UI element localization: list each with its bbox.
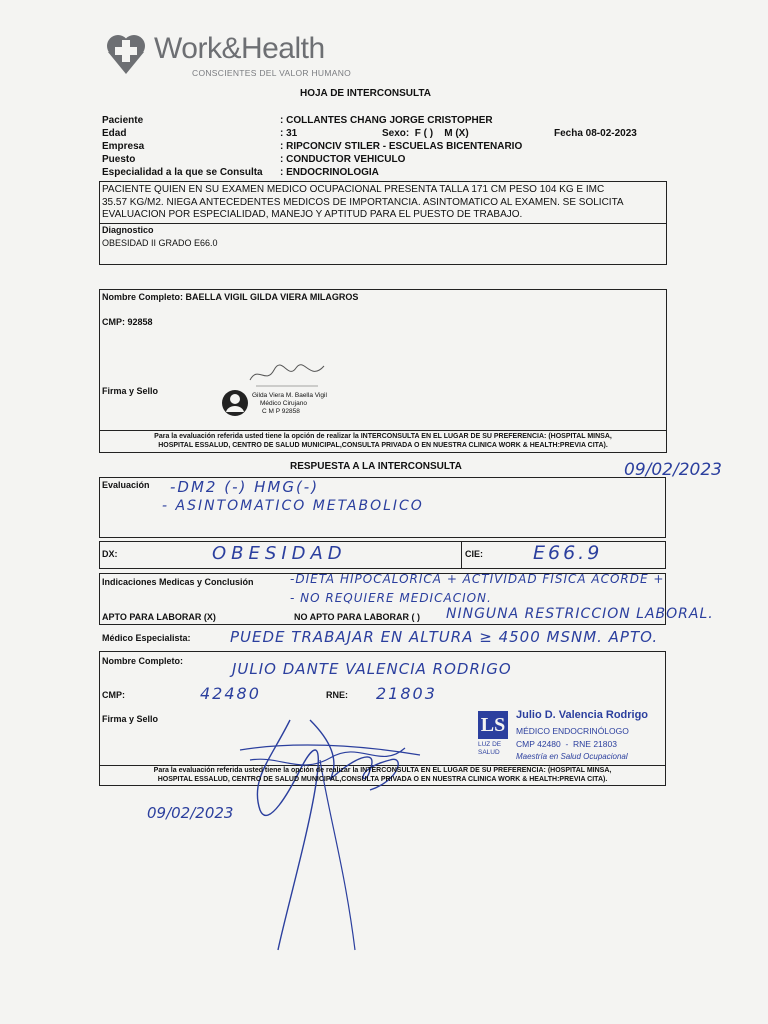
- evaluacion-label: Evaluación: [102, 480, 150, 490]
- ls-logo-letters: LS: [480, 714, 506, 736]
- specialist-cmp-hand: 42480: [200, 684, 261, 703]
- restriccion-hand: NINGUNA RESTRICCION LABORAL.: [446, 606, 714, 622]
- specialist-note-2: HOSPITAL ESSALUD, CENTRO DE SALUD MUNICIPAL,CONSULTA PRIVADA O EN NUESTRA CLINICA WORK & HEALTH:PREVIA CITA).: [157, 776, 608, 783]
- logo-brand: Work&Health: [154, 32, 325, 65]
- company-logo: [100, 30, 370, 82]
- puesto-label: Puesto: [102, 154, 136, 165]
- referring-signature: [248, 360, 328, 390]
- motivo-divider: [99, 223, 667, 224]
- referring-nombre: Nombre Completo: BAELLA VIGIL GILDA VIERA MILAGROS: [102, 292, 359, 302]
- medico-hand: PUEDE TRABAJAR EN ALTURA ≥ 4500 MSNM. APTO.: [230, 628, 659, 646]
- referring-box: [99, 289, 667, 453]
- referring-stamp-line-2: Médico Cirujano: [260, 400, 307, 407]
- document-title: HOJA DE INTERCONSULTA: [300, 88, 431, 99]
- specialist-nombre-hand: JULIO DANTE VALENCIA RODRIGO: [232, 660, 512, 678]
- diagnostico-value: OBESIDAD II GRADO E66.0: [102, 238, 218, 248]
- sexo-text: Sexo: F ( ) M (X): [382, 128, 469, 139]
- apto-label: APTO PARA LABORAR (X): [102, 612, 216, 622]
- empresa-label: Empresa: [102, 141, 145, 152]
- empresa-value: : RIPCONCIV STILER - ESCUELAS BICENTENARIO: [280, 141, 523, 152]
- respuesta-date-handwritten: 09/02/2023: [624, 460, 722, 480]
- ls-logo-sub: LUZ DE SALUD: [478, 741, 502, 756]
- referring-divider: [99, 430, 667, 431]
- indicaciones-line-1: -DIETA HIPOCALORICA + ACTIVIDAD FISICA ACORDE +: [290, 572, 665, 586]
- no-apto-label: NO APTO PARA LABORAR ( ): [294, 612, 420, 622]
- logo-heart-icon: [102, 32, 150, 76]
- fecha-text: Fecha 08-02-2023: [554, 128, 637, 139]
- diagnostico-label: Diagnostico: [102, 225, 154, 235]
- specialist-rne-hand: 21803: [376, 684, 437, 703]
- dx-value: OBESIDAD: [212, 543, 347, 564]
- specialist-stamp: [474, 707, 664, 767]
- referring-firma-label: Firma y Sello: [102, 386, 159, 396]
- specialist-note-1: Para la evaluación referida usted tiene la opción de realizar la INTERCONSULTA EN EL LUGAR DE SU PREFERENCIA: (HOSPITAL MINSA,: [153, 767, 612, 774]
- paciente-label: Paciente: [102, 115, 144, 126]
- dx-cie-divider: [461, 541, 462, 569]
- motivo-line-3: EVALUACION POR ESPECIALIDAD, MANEJO Y APTITUD PARA EL PUESTO DE TRABAJO.: [102, 209, 523, 220]
- specialist-cmp-label: CMP:: [102, 690, 125, 700]
- edad-value: : 31: [280, 128, 298, 139]
- referring-stamp-line-3: C M P 92858: [262, 408, 300, 415]
- puesto-value: : CONDUCTOR VEHICULO: [280, 154, 406, 165]
- evaluacion-line-2: - ASINTOMATICO METABOLICO: [162, 498, 424, 514]
- referring-note-2: HOSPITAL ESSALUD, CENTRO DE SALUD MUNICIPAL,CONSULTA PRIVADA O EN NUESTRA CLINICA WORK & HEALTH:PREVIA CITA).: [158, 442, 608, 449]
- indicaciones-line-2: - NO REQUIERE MEDICACION.: [290, 591, 492, 605]
- respuesta-title: RESPUESTA A LA INTERCONSULTA: [290, 461, 462, 472]
- evaluacion-line-1: -DM2 (-) HMG(-): [170, 478, 320, 496]
- dx-label: DX:: [102, 549, 118, 559]
- stamp-extra: Maestría en Salud Ocupacional: [516, 752, 628, 761]
- specialist-firma-label: Firma y Sello: [102, 714, 159, 724]
- cie-value: E66.9: [533, 542, 603, 564]
- specialist-rne-label: RNE:: [326, 690, 348, 700]
- motivo-line-1: PACIENTE QUIEN EN SU EXAMEN MEDICO OCUPACIONAL PRESENTA TALLA 171 CM PESO 104 KG E IMC: [102, 184, 605, 195]
- referring-stamp-line-1: Gilda Viera M. Baella Vigil: [252, 392, 327, 399]
- especialidad-label: Especialidad a la que se Consulta: [102, 167, 263, 178]
- motivo-line-2: 35.57 KG/M2. NIEGA ANTECEDENTES MEDICOS DE IMPORTANCIA. ASINTOMATICO AL EXAMEN. SE SOLICITA: [102, 197, 624, 208]
- referring-seal-icon: [220, 388, 250, 418]
- paciente-value: : COLLANTES CHANG JORGE CRISTOPHER: [280, 115, 493, 126]
- specialist-signature: [230, 700, 430, 960]
- referring-stamp: [220, 360, 330, 420]
- cie-label: CIE:: [465, 549, 483, 559]
- stamp-title: MÉDICO ENDOCRINÓLOGO: [516, 726, 629, 736]
- ls-logo-icon: [478, 711, 508, 739]
- especialidad-value: : ENDOCRINOLOGIA: [280, 167, 379, 178]
- stamp-name: Julio D. Valencia Rodrigo: [516, 709, 649, 721]
- stamp-cmp: CMP 42480 - RNE 21803: [516, 739, 617, 749]
- referring-note-1: Para la evaluación referida usted tiene la opción de realizar la INTERCONSULTA EN EL LUGAR DE SU PREFERENCIA: (HOSPITAL MINSA,: [154, 433, 612, 440]
- specialist-nombre-label: Nombre Completo:: [102, 656, 183, 666]
- medico-label: Médico Especialista:: [102, 633, 191, 643]
- edad-label: Edad: [102, 128, 127, 139]
- indicaciones-label: Indicaciones Medicas y Conclusión: [102, 577, 254, 587]
- referring-cmp: CMP: 92858: [102, 317, 153, 327]
- bottom-date-handwritten: 09/02/2023: [147, 804, 234, 822]
- logo-tagline: CONSCIENTES DEL VALOR HUMANO: [192, 68, 352, 78]
